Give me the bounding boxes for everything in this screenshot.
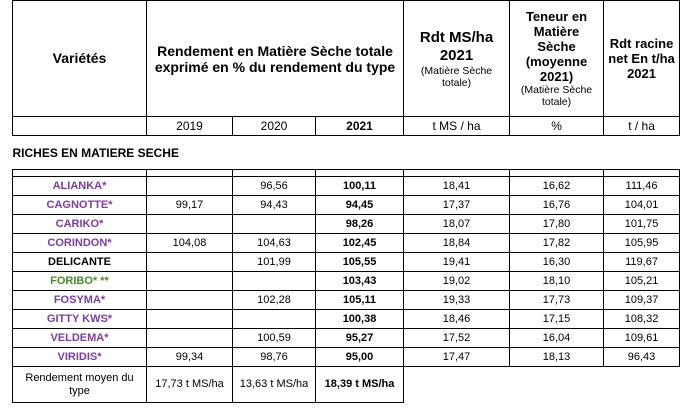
years-row (13, 117, 680, 136)
table-row (13, 177, 680, 196)
unit-racine: t / ha (604, 117, 680, 136)
variety-name: GITTY KWS* (13, 310, 147, 329)
value-2020: 94,43 (233, 196, 316, 215)
value-2020: 101,99 (233, 253, 316, 272)
value-rdt-ms: 18,46 (404, 310, 510, 329)
value-teneur: 17,82 (510, 234, 604, 253)
variety-name: FORIBO* ** (13, 272, 147, 291)
footer-label: Rendement moyen du type (13, 367, 147, 403)
spacer-cell (510, 170, 604, 177)
year-2019: 2019 (147, 117, 233, 136)
section-title: RICHES EN MATIERE SECHE (12, 145, 179, 160)
value-2021: 102,45 (316, 234, 404, 253)
table-row (13, 234, 680, 253)
footer-2020: 13,63 t MS/ha (233, 367, 316, 403)
value-2021: 98,26 (316, 215, 404, 234)
spacer-cell (316, 170, 404, 177)
rdt-racine-header: Rdt racine net En t/ha 2021 (604, 1, 680, 117)
value-racine: 105,95 (604, 234, 680, 253)
teneur-header (510, 1, 604, 117)
value-teneur: 16,76 (510, 196, 604, 215)
value-2019 (147, 272, 233, 291)
value-teneur: 17,15 (510, 310, 604, 329)
spacer-cell (404, 170, 510, 177)
value-rdt-ms: 17,37 (404, 196, 510, 215)
value-racine: 109,37 (604, 291, 680, 310)
variety-name: CAGNOTTE* (13, 196, 147, 215)
variety-name: DELICANTE (13, 253, 147, 272)
value-teneur: 16,62 (510, 177, 604, 196)
value-racine: 101,75 (604, 215, 680, 234)
value-racine: 111,46 (604, 177, 680, 196)
value-2019: 99,34 (147, 348, 233, 367)
value-2021: 105,11 (316, 291, 404, 310)
value-2019 (147, 329, 233, 348)
table-row (13, 196, 680, 215)
value-2019 (147, 291, 233, 310)
footer-empty (404, 367, 510, 403)
value-2021: 100,38 (316, 310, 404, 329)
value-2020 (233, 310, 316, 329)
value-teneur: 18,10 (510, 272, 604, 291)
value-rdt-ms: 18,41 (404, 177, 510, 196)
value-2020: 98,76 (233, 348, 316, 367)
unit-rdt-ms: t MS / ha (404, 117, 510, 136)
value-2019 (147, 177, 233, 196)
value-2019 (147, 215, 233, 234)
value-racine: 109,61 (604, 329, 680, 348)
header-row (13, 1, 680, 117)
value-rdt-ms: 18,07 (404, 215, 510, 234)
value-2021: 105,55 (316, 253, 404, 272)
section-row (13, 136, 680, 170)
value-rdt-ms: 18,84 (404, 234, 510, 253)
table-row (13, 310, 680, 329)
rdt-ms-title: Rdt MS/ha 2021 (419, 28, 494, 64)
variety-name: FOSYMA* (13, 291, 147, 310)
value-2021: 100,11 (316, 177, 404, 196)
year-2020: 2020 (233, 117, 316, 136)
value-rdt-ms: 17,47 (404, 348, 510, 367)
varieties-table-wrapper (12, 0, 679, 403)
table-row (13, 253, 680, 272)
value-rdt-ms: 19,41 (404, 253, 510, 272)
footer-2019: 17,73 t MS/ha (147, 367, 233, 403)
table-row (13, 329, 680, 348)
teneur-title: Teneur en Matière Sèche (moyenne 2021) (525, 9, 588, 84)
variety-name: VIRIDIS* (13, 348, 147, 367)
variety-name: ALIANKA* (13, 177, 147, 196)
unit-teneur: % (510, 117, 604, 136)
value-2021: 94,45 (316, 196, 404, 215)
value-rdt-ms: 19,33 (404, 291, 510, 310)
value-2020: 104,63 (233, 234, 316, 253)
footer-row (13, 367, 680, 403)
spacer-cell (233, 170, 316, 177)
spacer-row (13, 170, 680, 177)
variety-name: CORINDON* (13, 234, 147, 253)
rendement-header: Rendement en Matière Sèche totale exprimé en % du rendement du type (147, 1, 404, 117)
value-teneur: 16,30 (510, 253, 604, 272)
table-row (13, 215, 680, 234)
value-2021: 95,27 (316, 329, 404, 348)
value-2020 (233, 215, 316, 234)
value-2020: 102,28 (233, 291, 316, 310)
varietes-header: Variétés (13, 1, 147, 117)
value-2019: 99,17 (147, 196, 233, 215)
value-teneur: 16,04 (510, 329, 604, 348)
value-rdt-ms: 19,02 (404, 272, 510, 291)
teneur-subtitle: (Matière Sèche totale) (520, 84, 593, 108)
variety-name: CARIKO* (13, 215, 147, 234)
value-racine: 108,32 (604, 310, 680, 329)
rdt-ms-subtitle: (Matière Sèche totale) (420, 64, 493, 89)
value-2019 (147, 253, 233, 272)
spacer-cell (13, 170, 147, 177)
value-teneur: 18,13 (510, 348, 604, 367)
footer-empty (604, 367, 680, 403)
year-2021: 2021 (316, 117, 404, 136)
value-2020: 100,59 (233, 329, 316, 348)
value-2019: 104,08 (147, 234, 233, 253)
value-2019 (147, 310, 233, 329)
value-racine: 104,01 (604, 196, 680, 215)
value-teneur: 17,80 (510, 215, 604, 234)
value-2020 (233, 272, 316, 291)
value-2021: 95,00 (316, 348, 404, 367)
footer-empty (510, 367, 604, 403)
rdt-ms-header (404, 1, 510, 117)
value-2020: 96,56 (233, 177, 316, 196)
varieties-table (12, 0, 680, 403)
table-row (13, 272, 680, 291)
table-row (13, 291, 680, 310)
table-row (13, 348, 680, 367)
spacer-cell (147, 170, 233, 177)
spacer-cell (604, 170, 680, 177)
value-teneur: 17,73 (510, 291, 604, 310)
years-row-blank (13, 117, 147, 136)
value-racine: 96,43 (604, 348, 680, 367)
variety-name: VELDEMA* (13, 329, 147, 348)
value-racine: 119,67 (604, 253, 680, 272)
value-racine: 105,21 (604, 272, 680, 291)
footer-2021: 18,39 t MS/ha (316, 367, 404, 403)
value-2021: 103,43 (316, 272, 404, 291)
value-rdt-ms: 17,52 (404, 329, 510, 348)
